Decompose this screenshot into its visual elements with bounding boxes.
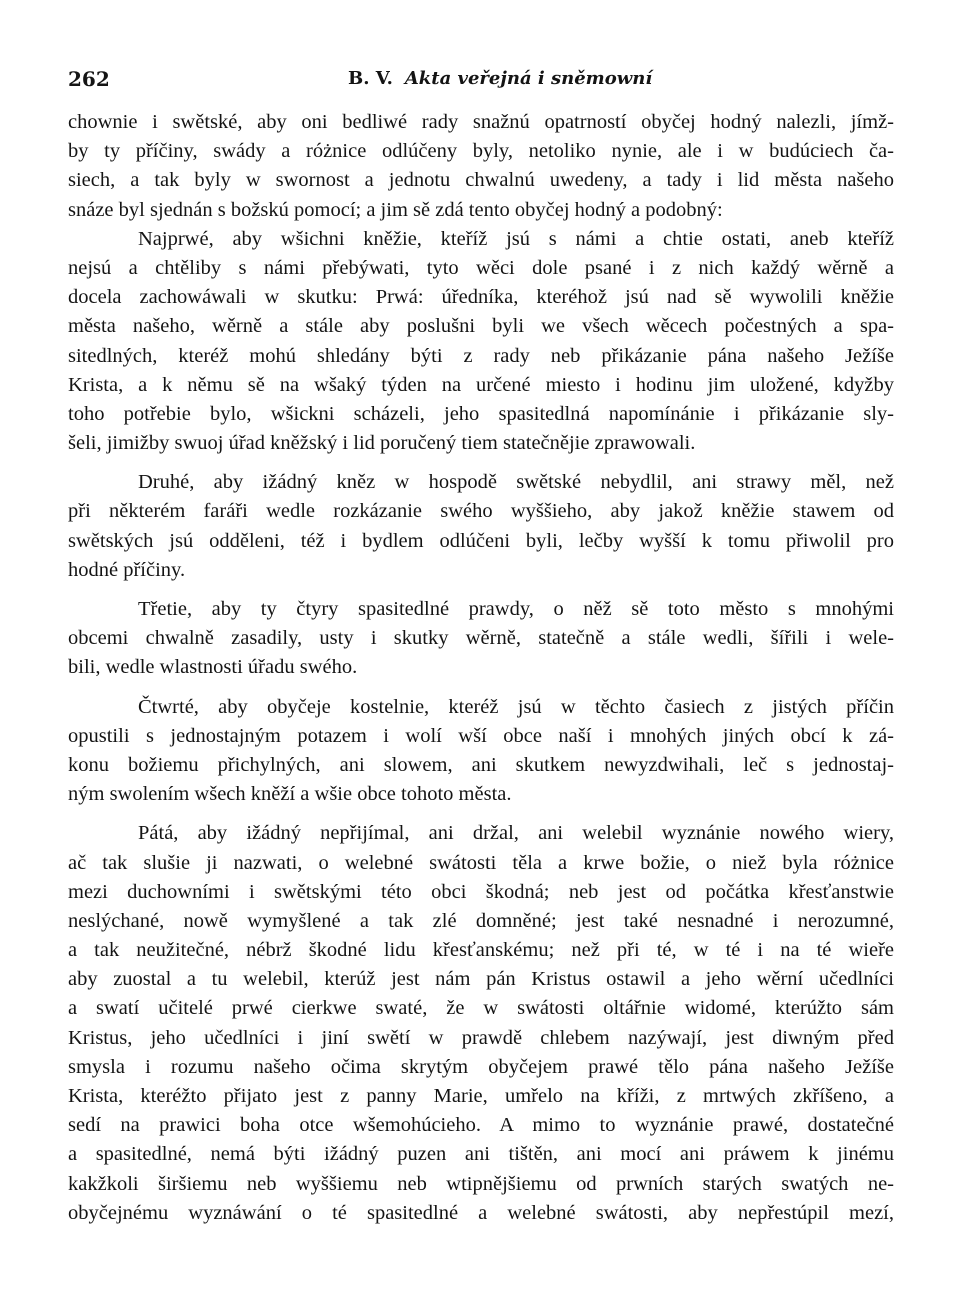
paragraph	[68, 108, 894, 225]
chapter-title: Akta veřejná i sněmowní	[404, 68, 653, 89]
body-text	[68, 108, 894, 1228]
text-line: Pátá, aby ižádný nepřijímal, ani držal, ani welebil wyznánie nowého wiery,	[138, 822, 894, 845]
page-number: 262	[68, 67, 110, 91]
text-line: neslýchané, nowě wymyšlené a tak zlé domněné; jest také nesnadné i nerozumné,	[68, 909, 894, 932]
paragraph	[68, 693, 894, 810]
text-line: swětských jsú odděleni, též i bydlem odlúčeni byli, lečby wyšší k tomu přiwolil pro	[68, 529, 894, 552]
text-line: ač tak slušie ji nazwati, o welebné swátosti těla a krwe božie, o niež byla różnice	[68, 851, 894, 874]
section-label: B. V.	[348, 68, 393, 89]
text-line: nejsú a chtěliby s námi přebýwati, tyto wěci dole psané i z nich každý wěrně a	[68, 256, 894, 279]
text-line: ným swolením wšech kněží a wšie obce tohoto města.	[68, 783, 512, 806]
text-line: a tak neužitečné, nébrž škodné lidu křesťanskému; než při té, w té i na té wieře	[68, 939, 894, 962]
text-line: chownie i swětské, aby oni bedliwé rady snažnú opatrností obyčej hodný nalezli, jímž-	[68, 111, 894, 133]
running-head	[68, 64, 894, 94]
text-line: Čtwrté, aby obyčeje kostelnie, kteréž jsú w těchto časiech z jistých příčin	[138, 695, 894, 718]
text-line: a swatí učitelé prwé cierkwe swaté, že w swátosti oltářnie widomé, kterúžto sám	[68, 997, 894, 1020]
text-line: mezi duchowními i swětskými této obci škodná; neb jest od počátka křesťanstwie	[68, 880, 894, 903]
text-line: toho potřebie bylo, wšickni scházeli, jeho spasitedlná napomínánie i přikázanie sly-	[68, 402, 894, 425]
text-line: obyčejnému wyznáwání o té spasitedlné a welebné swátosti, aby nepřestúpil mezí,	[68, 1201, 894, 1224]
text-line: a spasitedlné, nemá býti ižádný puzen ani tištěn, ani mocí ani práwem k jinému	[68, 1143, 894, 1166]
text-line: Najprwé, aby wšichni kněžie, kteříž jsú s námi a chtie ostati, aneb kteříž	[138, 227, 894, 250]
text-line: kakžkoli širšiemu neb wyššiemu neb wtipnějšiemu od prwních starých swatých ne-	[68, 1172, 894, 1195]
text-line: sedí na prawici boha otce wšemohúcieho. A mimo to wyznánie prawé, dostatečné	[68, 1114, 894, 1137]
text-line: Krista, a k němu sě na wšaký týden na určené miesto i hodinu jim uložené, kdyžby	[68, 373, 894, 396]
text-line: Druhé, aby ižádný kněz w hospodě swětské nebydlil, ani strawy měl, než	[138, 471, 894, 494]
text-line: sitedlných, kteréž mohú shledány býti z rady neb přikázanie pána našeho Ježíše	[68, 344, 894, 367]
text-line: bili, wedle wlastnosti úřadu swého.	[68, 656, 358, 679]
text-line: při některém faráři wedle rozkázanie swého wyššieho, aby jakož kněžie stawem od	[68, 500, 894, 523]
paragraph	[68, 225, 894, 459]
text-line: Krista, kteréžto přijato jest z panny Marie, umřelo na kříži, z mrtwých zkříšeno, a	[68, 1085, 894, 1107]
paragraph	[68, 819, 894, 1228]
text-line: Třetie, aby ty čtyry spasitedlné prawdy, o něž sě toto město s mnohými	[138, 598, 894, 620]
text-line: města našeho, wěrně a stále aby poslušni byli we všech wěcech počestných a spa-	[68, 315, 894, 338]
text-line: Kristus, jeho učedlníci i jiní swětí w prawdě chlebem nazýwají, jest diwným před	[68, 1026, 894, 1049]
text-line: hodné příčiny.	[68, 558, 186, 581]
paragraph	[68, 595, 894, 683]
text-line: aby zuostal a tu welebil, kterúž jest nám pán Kristus ostawil a jeho wěrní učedlníci	[68, 968, 894, 991]
paragraph	[68, 468, 894, 585]
text-line: by ty příčiny, swády a różnice odlúčeny byly, netoliko nynie, ale i w budúciech ča-	[68, 140, 894, 163]
text-line: smysla i rozumu našeho očima skrytým obyčejem prawé tělo pána našeho Ježíše	[68, 1055, 894, 1078]
running-title	[348, 64, 652, 94]
text-line: konu božiemu přichylných, ani slowem, ani skutkem newyzdwihali, leč s jednostaj-	[68, 753, 894, 776]
text-line: opustili s jednostajným potazem i wolí wší obce naší i mnohých jiných obcí k zá-	[68, 724, 894, 747]
text-line: šeli, jimižby swuoj úřad kněžský i lid poručený tiem statečnějie zprawowali.	[68, 432, 696, 455]
text-line: obcemi chwalně zasadily, usty i skutky wěrně, statečně a stále wedli, šířili i wele-	[68, 627, 894, 650]
text-line: docela zachowáwali w skutku: Prwá: úředníka, kteréhož jsú nad sě wywolili kněžie	[68, 286, 894, 309]
text-line: snáze byl sjednán s božskú pomocí; a jim sě zdá tento obyčej hodný a podobný:	[68, 198, 723, 221]
text-line: siech, a tak byly w swornost a jednotu chwalnú uwedeny, a tady i lid města našeho	[68, 169, 894, 192]
